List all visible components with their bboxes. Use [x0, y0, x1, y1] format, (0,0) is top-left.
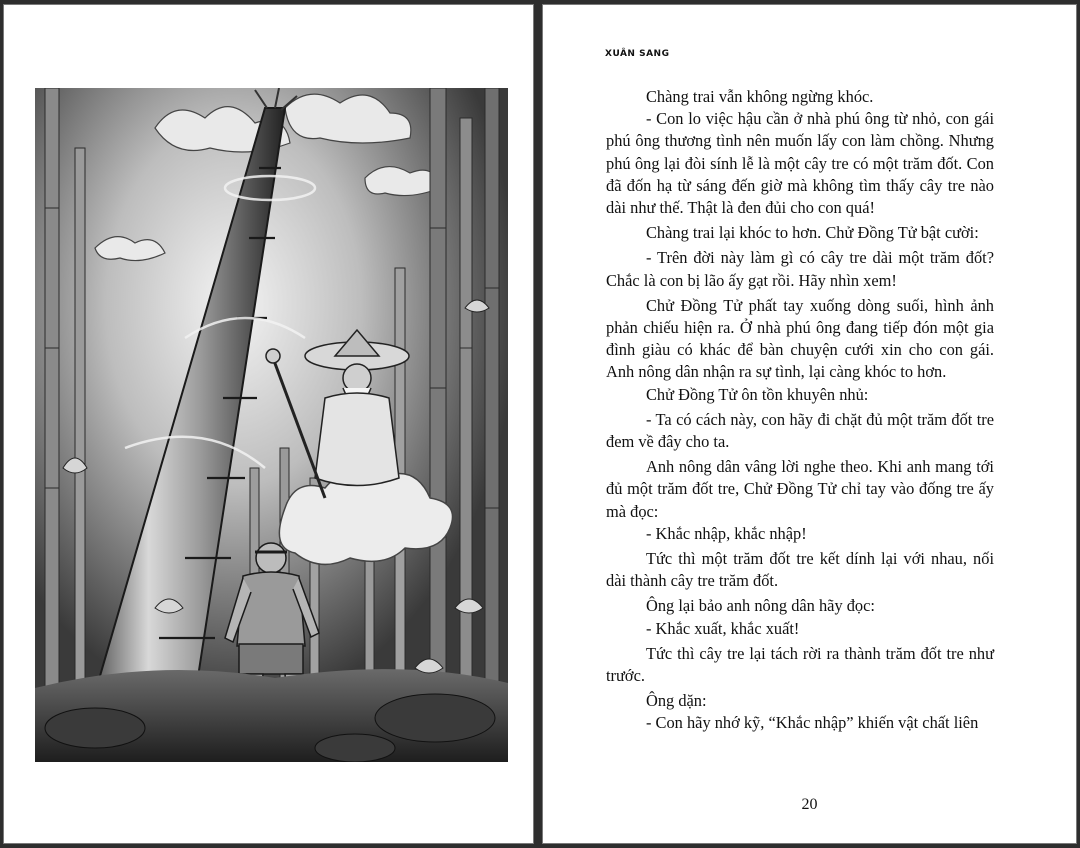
paragraph: - Con lo việc hậu cần ở nhà phú ông từ nhỏ, con gái phú ông thương tình nên muốn lấy con làm chồng. Nhưng phú ông lại đòi sính lễ là một cây tre có một trăm đốt. Con đã đốn hạ từ sáng đến giờ mà không tìm thấy cây tre nào dài như thế. Thật là đen đủi cho con quá!: [606, 109, 994, 218]
paragraph: Chử Đồng Tử ôn tồn khuyên nhủ:: [646, 384, 869, 404]
right-page: [542, 4, 1077, 844]
paragraph: - Khắc nhập, khắc nhập!: [646, 523, 807, 543]
paragraph: Tức thì một trăm đốt tre kết dính lại với nhau, nối dài thành cây tre trăm đốt.: [606, 549, 994, 591]
paragraph: Chàng trai lại khóc to hơn. Chử Đồng Tử bật cười:: [646, 223, 979, 243]
paragraph: - Trên đời này làm gì có cây tre dài một trăm đốt? Chắc là con bị lão ấy gạt rồi. Hãy nhìn xem!: [606, 248, 994, 290]
paragraph: Tức thì cây tre lại tách rời ra thành trăm đốt tre như trước.: [606, 643, 994, 686]
story-text: [606, 86, 994, 735]
paragraph: Ông lại bảo anh nông dân hãy đọc:: [646, 596, 875, 616]
page-number: 20: [801, 796, 818, 813]
paragraph: - Ta có cách này, con hãy đi chặt đủ một trăm đốt tre đem về đây cho ta.: [606, 409, 994, 452]
paragraph: - Con hãy nhớ kỹ, “Khắc nhập” khiến vật chất liên: [646, 713, 979, 733]
running-head: XUÂN SANG: [605, 49, 670, 59]
left-page: [3, 4, 534, 844]
paragraph: - Khắc xuất, khắc xuất!: [646, 618, 800, 638]
paragraph: Anh nông dân vâng lời nghe theo. Khi anh mang tới đủ một trăm đốt tre, Chử Đồng Tử chỉ tay vào đống tre ấy mà đọc:: [606, 457, 994, 521]
story-illustration: [35, 88, 508, 762]
paragraph: Chử Đồng Tử phất tay xuống dòng suối, hình ảnh phản chiếu hiện ra. Ở nhà phú ông đang tiếp đón một gia đình giàu có khác để bàn chuyện cưới xin cho con gái. Anh nông dân nhận ra sự tình, lại càng khóc to hơn.: [606, 295, 994, 382]
paragraph: Ông dặn:: [646, 691, 707, 711]
paragraph: Chàng trai vẫn không ngừng khóc.: [646, 87, 874, 106]
